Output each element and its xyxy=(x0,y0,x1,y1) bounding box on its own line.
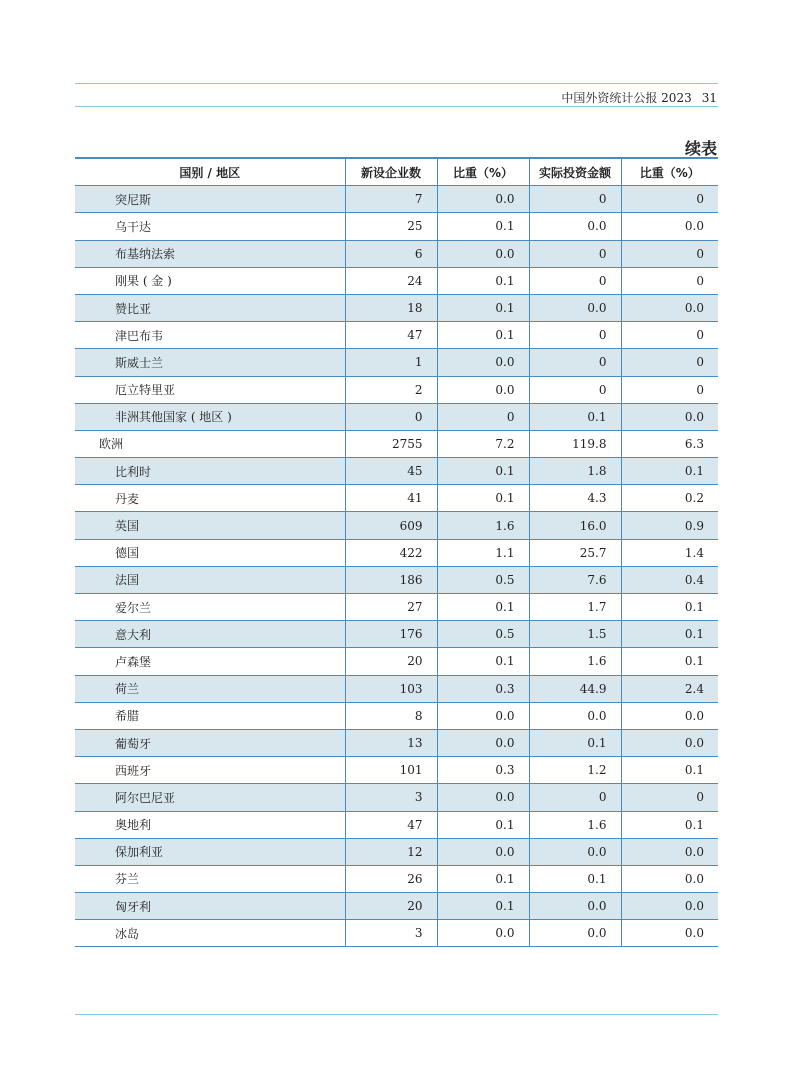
value-cell: 3 xyxy=(345,920,437,947)
value-cell: 0.9 xyxy=(621,512,718,539)
footer-rule xyxy=(75,1014,718,1015)
value-cell: 1.6 xyxy=(437,512,529,539)
value-cell: 0.0 xyxy=(621,838,718,865)
value-cell: 1.1 xyxy=(437,539,529,566)
value-cell: 0.1 xyxy=(437,267,529,294)
value-cell: 0.0 xyxy=(621,893,718,920)
value-cell: 0.1 xyxy=(621,811,718,838)
value-cell: 0 xyxy=(621,240,718,267)
value-cell: 0.1 xyxy=(437,648,529,675)
continued-label: 续表 xyxy=(684,139,717,158)
value-cell: 0.1 xyxy=(437,594,529,621)
value-cell: 0.4 xyxy=(621,566,718,593)
value-cell: 26 xyxy=(345,865,437,892)
value-cell: 20 xyxy=(345,648,437,675)
value-cell: 0.1 xyxy=(529,403,621,430)
value-cell: 0 xyxy=(529,349,621,376)
value-cell: 0.2 xyxy=(621,485,718,512)
region-name: 西班牙 xyxy=(75,757,345,784)
header-rule-bottom xyxy=(75,106,718,107)
column-header: 国别 / 地区 xyxy=(75,158,345,186)
table-row xyxy=(75,648,718,675)
region-name: 非洲其他国家 ( 地区 ) xyxy=(75,403,345,430)
table-row xyxy=(75,865,718,892)
value-cell: 13 xyxy=(345,729,437,756)
investment-table xyxy=(75,157,718,947)
region-name: 布基纳法索 xyxy=(75,240,345,267)
region-name: 爱尔兰 xyxy=(75,594,345,621)
table-row xyxy=(75,485,718,512)
running-header xyxy=(561,89,717,106)
table-row xyxy=(75,729,718,756)
value-cell: 609 xyxy=(345,512,437,539)
value-cell: 0.0 xyxy=(437,376,529,403)
value-cell: 0.0 xyxy=(621,294,718,321)
value-cell: 119.8 xyxy=(529,430,621,457)
value-cell: 101 xyxy=(345,757,437,784)
header-rule-top xyxy=(75,83,718,84)
region-name: 希腊 xyxy=(75,702,345,729)
value-cell: 1.2 xyxy=(529,757,621,784)
value-cell: 0.0 xyxy=(621,729,718,756)
value-cell: 47 xyxy=(345,322,437,349)
value-cell: 0.1 xyxy=(529,865,621,892)
value-cell: 0 xyxy=(529,240,621,267)
value-cell: 25 xyxy=(345,213,437,240)
table-row xyxy=(75,403,718,430)
value-cell: 44.9 xyxy=(529,675,621,702)
region-name: 比利时 xyxy=(75,458,345,485)
value-cell: 0 xyxy=(621,267,718,294)
table-header-row xyxy=(75,158,718,186)
value-cell: 24 xyxy=(345,267,437,294)
value-cell: 186 xyxy=(345,566,437,593)
table-row xyxy=(75,267,718,294)
region-name: 乌干达 xyxy=(75,213,345,240)
region-name: 保加利亚 xyxy=(75,838,345,865)
value-cell: 0.1 xyxy=(437,213,529,240)
value-cell: 25.7 xyxy=(529,539,621,566)
region-name: 荷兰 xyxy=(75,675,345,702)
value-cell: 0.5 xyxy=(437,566,529,593)
report-title: 中国外资统计公报 2023 xyxy=(561,91,692,105)
value-cell: 0.1 xyxy=(437,458,529,485)
value-cell: 1.7 xyxy=(529,594,621,621)
value-cell: 0.0 xyxy=(437,186,529,213)
column-header: 新设企业数 xyxy=(345,158,437,186)
table-row xyxy=(75,376,718,403)
column-header: 实际投资金额 xyxy=(529,158,621,186)
value-cell: 16.0 xyxy=(529,512,621,539)
value-cell: 0.3 xyxy=(437,675,529,702)
region-name: 丹麦 xyxy=(75,485,345,512)
region-name: 葡萄牙 xyxy=(75,729,345,756)
value-cell: 27 xyxy=(345,594,437,621)
column-header: 比重（%） xyxy=(437,158,529,186)
value-cell: 0.1 xyxy=(437,893,529,920)
value-cell: 6 xyxy=(345,240,437,267)
value-cell: 41 xyxy=(345,485,437,512)
value-cell: 45 xyxy=(345,458,437,485)
table-row xyxy=(75,594,718,621)
value-cell: 0.0 xyxy=(529,294,621,321)
value-cell: 0.1 xyxy=(437,865,529,892)
value-cell: 0.0 xyxy=(529,213,621,240)
table-row xyxy=(75,784,718,811)
value-cell: 4.3 xyxy=(529,485,621,512)
value-cell: 0.0 xyxy=(529,893,621,920)
table-row xyxy=(75,349,718,376)
value-cell: 7.6 xyxy=(529,566,621,593)
table-row xyxy=(75,512,718,539)
table-row xyxy=(75,240,718,267)
value-cell: 6.3 xyxy=(621,430,718,457)
region-name: 赞比亚 xyxy=(75,294,345,321)
table-row xyxy=(75,838,718,865)
value-cell: 0.0 xyxy=(437,920,529,947)
region-name: 津巴布韦 xyxy=(75,322,345,349)
value-cell: 0 xyxy=(345,403,437,430)
region-name: 奥地利 xyxy=(75,811,345,838)
value-cell: 2 xyxy=(345,376,437,403)
value-cell: 0.0 xyxy=(529,702,621,729)
table-row xyxy=(75,458,718,485)
value-cell: 0.0 xyxy=(529,838,621,865)
region-name: 英国 xyxy=(75,512,345,539)
value-cell: 20 xyxy=(345,893,437,920)
region-name: 厄立特里亚 xyxy=(75,376,345,403)
value-cell: 12 xyxy=(345,838,437,865)
table-row xyxy=(75,539,718,566)
value-cell: 0.0 xyxy=(529,920,621,947)
value-cell: 0.3 xyxy=(437,757,529,784)
value-cell: 0.0 xyxy=(621,403,718,430)
value-cell: 7.2 xyxy=(437,430,529,457)
value-cell: 176 xyxy=(345,621,437,648)
value-cell: 8 xyxy=(345,702,437,729)
region-name: 冰岛 xyxy=(75,920,345,947)
value-cell: 0.1 xyxy=(437,485,529,512)
table-row xyxy=(75,322,718,349)
value-cell: 0 xyxy=(621,376,718,403)
value-cell: 2755 xyxy=(345,430,437,457)
table-row xyxy=(75,675,718,702)
value-cell: 18 xyxy=(345,294,437,321)
table-row xyxy=(75,213,718,240)
region-name: 德国 xyxy=(75,539,345,566)
value-cell: 103 xyxy=(345,675,437,702)
region-name: 意大利 xyxy=(75,621,345,648)
value-cell: 0.0 xyxy=(621,865,718,892)
value-cell: 0 xyxy=(529,186,621,213)
table-row xyxy=(75,893,718,920)
value-cell: 2.4 xyxy=(621,675,718,702)
value-cell: 1.8 xyxy=(529,458,621,485)
value-cell: 0.0 xyxy=(437,784,529,811)
table-row xyxy=(75,430,718,457)
region-name: 阿尔巴尼亚 xyxy=(75,784,345,811)
value-cell: 422 xyxy=(345,539,437,566)
region-name: 突尼斯 xyxy=(75,186,345,213)
value-cell: 0 xyxy=(529,376,621,403)
region-name: 匈牙利 xyxy=(75,893,345,920)
region-name: 刚果 ( 金 ) xyxy=(75,267,345,294)
table-row xyxy=(75,294,718,321)
value-cell: 0.0 xyxy=(621,920,718,947)
value-cell: 0.1 xyxy=(437,811,529,838)
region-name: 卢森堡 xyxy=(75,648,345,675)
value-cell: 0 xyxy=(621,186,718,213)
value-cell: 0.1 xyxy=(437,294,529,321)
page-number: 31 xyxy=(701,91,717,105)
value-cell: 0.1 xyxy=(621,458,718,485)
value-cell: 0 xyxy=(529,267,621,294)
value-cell: 3 xyxy=(345,784,437,811)
value-cell: 0 xyxy=(529,784,621,811)
value-cell: 0.1 xyxy=(529,729,621,756)
value-cell: 1.6 xyxy=(529,811,621,838)
value-cell: 1 xyxy=(345,349,437,376)
value-cell: 0.1 xyxy=(621,648,718,675)
region-name: 芬兰 xyxy=(75,865,345,892)
region-name: 欧洲 xyxy=(75,430,345,457)
region-name: 斯威士兰 xyxy=(75,349,345,376)
table-row xyxy=(75,566,718,593)
value-cell: 0.0 xyxy=(437,838,529,865)
table-row xyxy=(75,920,718,947)
value-cell: 1.5 xyxy=(529,621,621,648)
value-cell: 0.1 xyxy=(437,322,529,349)
value-cell: 0.1 xyxy=(621,621,718,648)
value-cell: 0 xyxy=(437,403,529,430)
region-name: 法国 xyxy=(75,566,345,593)
table-row xyxy=(75,811,718,838)
value-cell: 0.1 xyxy=(621,594,718,621)
table-row xyxy=(75,702,718,729)
value-cell: 0 xyxy=(621,322,718,349)
value-cell: 0.5 xyxy=(437,621,529,648)
table-row xyxy=(75,186,718,213)
value-cell: 0.0 xyxy=(621,702,718,729)
value-cell: 0.0 xyxy=(437,702,529,729)
value-cell: 7 xyxy=(345,186,437,213)
value-cell: 0.0 xyxy=(621,213,718,240)
value-cell: 0.0 xyxy=(437,240,529,267)
value-cell: 0.0 xyxy=(437,729,529,756)
value-cell: 0.0 xyxy=(437,349,529,376)
value-cell: 47 xyxy=(345,811,437,838)
table-row xyxy=(75,757,718,784)
table-row xyxy=(75,621,718,648)
value-cell: 1.6 xyxy=(529,648,621,675)
value-cell: 0.1 xyxy=(621,757,718,784)
value-cell: 0 xyxy=(621,784,718,811)
column-header: 比重（%） xyxy=(621,158,718,186)
value-cell: 0 xyxy=(621,349,718,376)
value-cell: 0 xyxy=(529,322,621,349)
value-cell: 1.4 xyxy=(621,539,718,566)
